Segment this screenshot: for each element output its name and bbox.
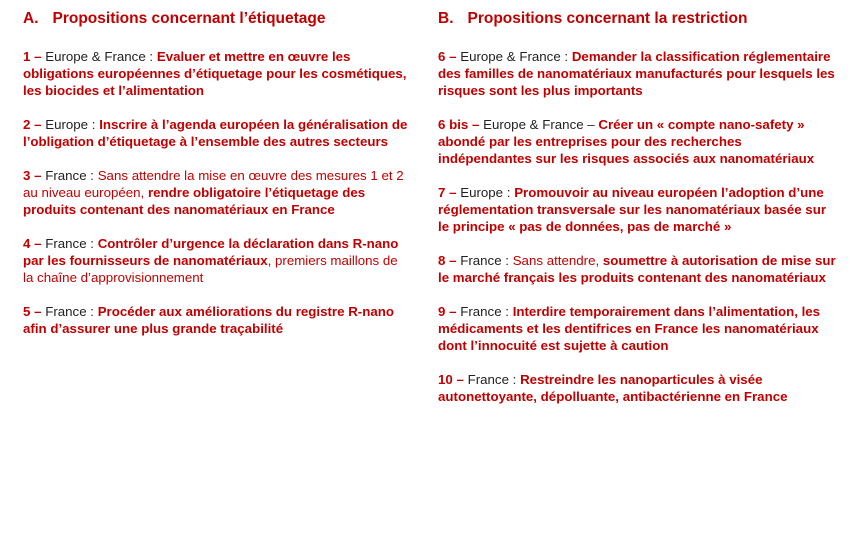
section-heading (438, 8, 838, 30)
proposition-number: 6 bis – (438, 117, 480, 132)
proposition-scope: Europe : (45, 117, 96, 132)
proposition-scope: Europe & France : (460, 49, 569, 64)
section-title: Propositions concernant la restriction (467, 10, 748, 27)
proposition-measure: rendre obligatoire l’étiquetage des produits contenant des nanomatériaux en France (23, 185, 366, 217)
proposition-scope: France : (45, 236, 94, 251)
proposition-number: 9 – (438, 304, 457, 319)
proposition-measure: soumettre à autorisation de mise sur le marché français les produits contenant des nanomatériaux (438, 253, 836, 285)
proposition-number: 8 – (438, 253, 457, 268)
proposition-item (23, 48, 408, 99)
proposition-scope: France : (467, 372, 517, 387)
proposition-number: 6 – (438, 49, 457, 64)
section-labelling (23, 8, 408, 354)
proposition-item (438, 252, 838, 286)
proposition-number: 3 – (23, 168, 42, 183)
proposition-item (23, 167, 408, 218)
proposition-scope: Europe : (460, 185, 511, 200)
proposition-scope: France : (45, 304, 94, 319)
proposition-list (438, 48, 838, 405)
proposition-measure: Interdire temporairement dans l’alimentation, les médicaments et les dentifrices en France les nanomatériaux dont l’innocuité est sujette à caution (438, 304, 821, 353)
proposition-item (438, 48, 838, 99)
proposition-measure: Promouvoir au niveau européen l’adoption d’une réglementation transversale sur les nanomatériaux basée sur le principe « pas de données, pas de marché » (438, 185, 826, 234)
proposition-item (438, 371, 838, 405)
proposition-text: Sans attendre la mise en œuvre des mesures 1 et 2 au niveau européen, (23, 168, 404, 200)
proposition-list (23, 48, 408, 337)
proposition-item (23, 116, 408, 150)
proposition-number: 1 – (23, 49, 42, 64)
proposition-number: 10 – (438, 372, 464, 387)
proposition-measure: Restreindre les nanoparticules à visée autonettoyante, dépolluante, antibactérienne en France (438, 372, 788, 404)
section-heading (23, 8, 408, 30)
section-title: Propositions concernant l’étiquetage (52, 10, 326, 27)
proposition-item (23, 303, 408, 337)
proposition-item (438, 184, 838, 235)
section-letter: A. (23, 10, 39, 27)
proposition-number: 2 – (23, 117, 42, 132)
proposition-measure: Evaluer et mettre en œuvre les obligations européennes d’étiquetage pour les cosmétiques, les biocides et l’alimentation (23, 49, 407, 98)
proposition-measure: Créer un « compte nano-safety » abondé par les entreprises pour des recherches indépendantes sur les risques associés aux nanomatériaux (438, 117, 815, 166)
proposition-scope: France : (460, 304, 509, 319)
proposition-scope: France : (460, 253, 509, 268)
proposition-item (438, 303, 838, 354)
proposition-scope: Europe & France – (483, 117, 595, 132)
section-restriction (438, 8, 838, 422)
proposition-scope: France : (45, 168, 94, 183)
proposition-measure: Procéder aux améliorations du registre R-nano afin d’assurer une plus grande traçabilité (23, 304, 394, 336)
proposition-item (438, 116, 838, 167)
proposition-measure: Contrôler d’urgence la déclaration dans R-nano par les fournisseurs de nanomatériaux (23, 236, 399, 268)
proposition-scope: Europe & France : (45, 49, 154, 64)
proposition-number: 5 – (23, 304, 42, 319)
proposition-text: , premiers maillons de la chaîne d’approvisionnement (23, 253, 398, 285)
section-letter: B. (438, 10, 454, 27)
proposition-number: 4 – (23, 236, 42, 251)
proposition-measure: Demander la classification réglementaire des familles de nanomatériaux manufacturés pour lesquels les risques sont les plus importants (438, 49, 835, 98)
proposition-item (23, 235, 408, 286)
proposition-text: Sans attendre, (512, 253, 603, 268)
proposition-measure: Inscrire à l’agenda européen la généralisation de l’obligation d’étiquetage à l’ensemble des autres secteurs (23, 117, 408, 149)
proposition-number: 7 – (438, 185, 457, 200)
